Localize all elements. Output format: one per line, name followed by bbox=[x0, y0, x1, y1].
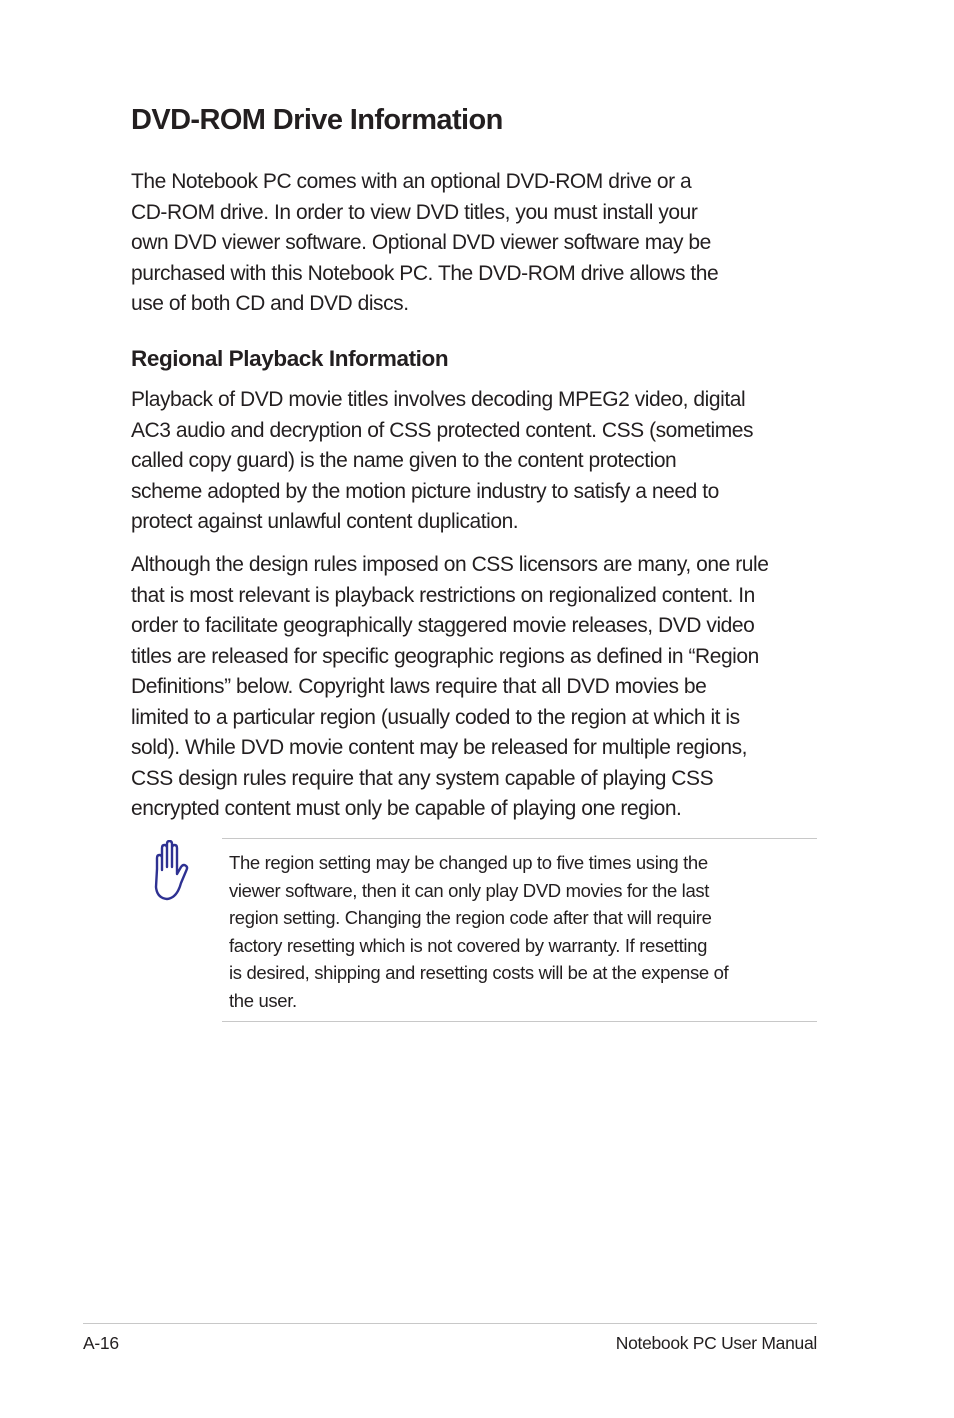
playback-line: AC3 audio and decryption of CSS protected content. CSS (sometimes bbox=[131, 418, 754, 442]
css-rules-line: CSS design rules require that any system capable of playing CSS bbox=[131, 766, 714, 790]
playback-line: scheme adopted by the motion picture industry to satisfy a need to bbox=[131, 479, 719, 503]
css-rules-line: limited to a particular region (usually coded to the region at which it is bbox=[131, 705, 740, 729]
playback-line: Playback of DVD movie titles involves decoding MPEG2 video, digital bbox=[131, 388, 746, 411]
note-line: the user. bbox=[229, 989, 297, 1011]
note-bottom-rule bbox=[222, 1021, 817, 1022]
note-line: region setting. Changing the region code after that will require bbox=[229, 907, 712, 929]
note-top-rule bbox=[222, 838, 817, 839]
page-title: DVD-ROM Drive Information bbox=[131, 104, 503, 136]
css-rules-line: Although the design rules imposed on CSS licensors are many, one rule bbox=[131, 553, 769, 576]
intro-line: own DVD viewer software. Optional DVD viewer software may be bbox=[131, 231, 711, 254]
manual-title: Notebook PC User Manual bbox=[615, 1333, 817, 1353]
page-number: A-16 bbox=[83, 1333, 119, 1353]
playback-line: called copy guard) is the name given to the content protection bbox=[131, 449, 677, 472]
intro-paragraph bbox=[131, 167, 718, 320]
note-line: is desired, shipping and resetting costs will be at the expense of bbox=[229, 962, 729, 984]
playback-line: protect against unlawful content duplication. bbox=[131, 510, 519, 533]
footer-rule bbox=[83, 1323, 817, 1324]
section-heading: Regional Playback Information bbox=[131, 346, 449, 371]
css-rules-line: encrypted content must only be capable of playing one region. bbox=[131, 797, 682, 820]
intro-line: CD-ROM drive. In order to view DVD titles, you must install your bbox=[131, 200, 698, 224]
css-rules-line: titles are released for specific geographic regions as defined in “Region bbox=[131, 644, 759, 668]
css-rules-line: that is most relevant is playback restrictions on regionalized content. In bbox=[131, 583, 755, 607]
note-line: factory resetting which is not covered by warranty. If resetting bbox=[229, 934, 708, 956]
intro-line: purchased with this Notebook PC. The DVD-ROM drive allows the bbox=[131, 261, 719, 285]
note-line: viewer software, then it can only play DVD movies for the last bbox=[229, 879, 710, 901]
playback-paragraph bbox=[131, 385, 753, 538]
intro-line: The Notebook PC comes with an optional DVD-ROM drive or a bbox=[131, 170, 692, 193]
css-rules-paragraph bbox=[131, 550, 768, 825]
css-rules-line: sold). While DVD movie content may be released for multiple regions, bbox=[131, 736, 748, 759]
css-rules-line: Definitions” below. Copyright laws require that all DVD movies be bbox=[131, 675, 707, 698]
note-line: The region setting may be changed up to five times using the bbox=[229, 852, 708, 873]
note-text bbox=[229, 849, 728, 1015]
css-rules-line: order to facilitate geographically staggered movie releases, DVD video bbox=[131, 614, 755, 637]
hand-stop-icon bbox=[148, 840, 194, 902]
intro-line: use of both CD and DVD discs. bbox=[131, 292, 409, 315]
